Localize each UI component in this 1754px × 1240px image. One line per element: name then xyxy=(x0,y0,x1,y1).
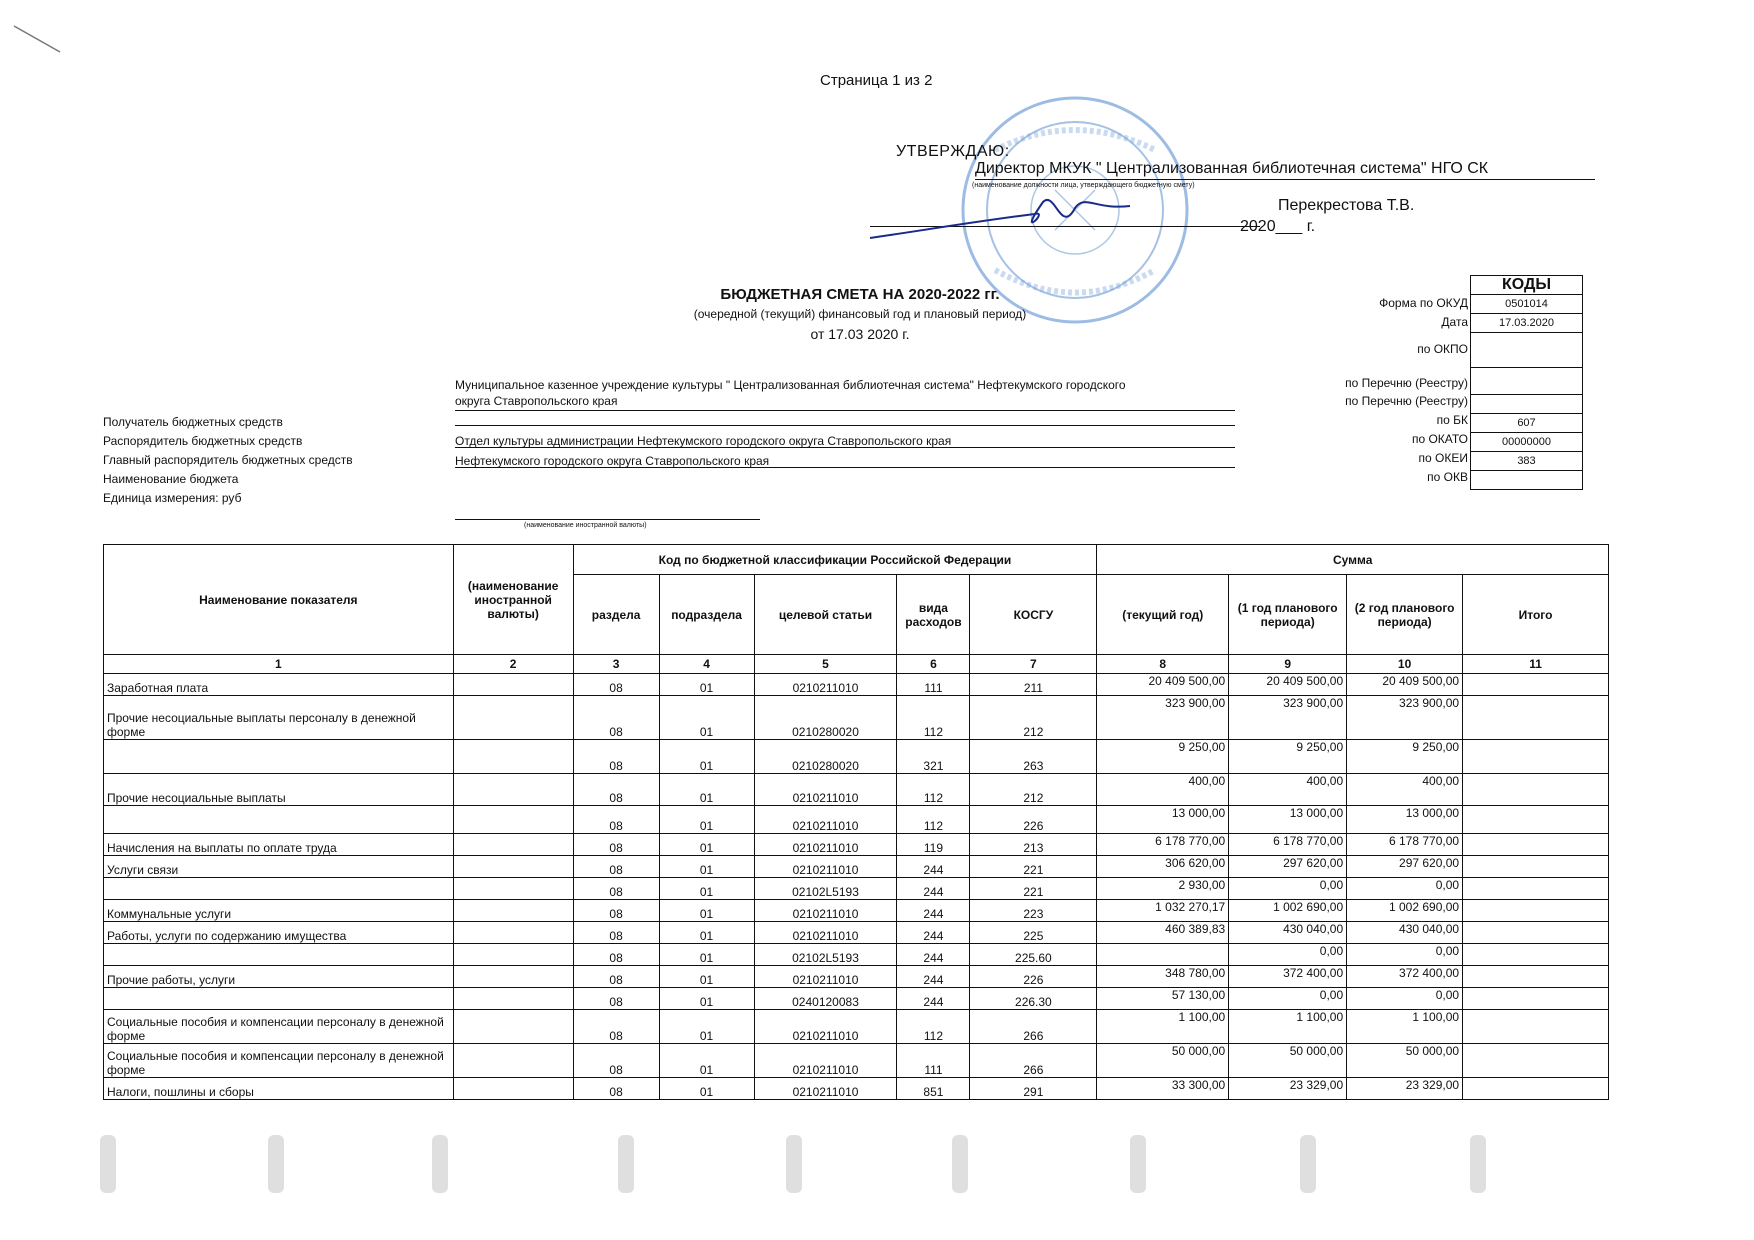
row-plan-year2: 400,00 xyxy=(1347,774,1463,806)
row-plan-year2: 0,00 xyxy=(1347,878,1463,900)
row-plan-year1: 400,00 xyxy=(1229,774,1347,806)
row-subsection: 01 xyxy=(659,834,754,856)
scan-smudge xyxy=(1470,1135,1486,1193)
requisite-label: Единица измерения: руб xyxy=(103,491,242,505)
row-expense-type: 244 xyxy=(897,878,970,900)
row-currency xyxy=(453,878,573,900)
row-currency xyxy=(453,944,573,966)
column-number: 4 xyxy=(659,655,754,674)
row-current-year: 306 620,00 xyxy=(1097,856,1229,878)
code-label: по ОКПО xyxy=(1417,342,1468,356)
row-plan-year2: 9 250,00 xyxy=(1347,740,1463,774)
row-section: 08 xyxy=(573,806,659,834)
row-kosgu: 226 xyxy=(970,966,1097,988)
row-section: 08 xyxy=(573,674,659,696)
header-plan-year2: (2 год планового периода) xyxy=(1347,575,1463,655)
row-section: 08 xyxy=(573,900,659,922)
row-plan-year1: 13 000,00 xyxy=(1229,806,1347,834)
row-section: 08 xyxy=(573,1078,659,1100)
row-plan-year1: 0,00 xyxy=(1229,944,1347,966)
row-target: 0210211010 xyxy=(754,922,897,944)
row-section: 08 xyxy=(573,696,659,740)
table-row xyxy=(104,740,1609,774)
row-currency xyxy=(453,922,573,944)
row-subsection: 01 xyxy=(659,1010,754,1044)
row-section: 08 xyxy=(573,988,659,1010)
row-total xyxy=(1463,988,1609,1010)
chief-manager: Отдел культуры администрации Нефтекумского городского округа Ставропольского края xyxy=(455,426,1235,448)
row-section: 08 xyxy=(573,966,659,988)
code-value: 383 xyxy=(1471,452,1583,471)
row-plan-year2: 1 100,00 xyxy=(1347,1010,1463,1044)
requisite-label: Главный распорядитель бюджетных средств xyxy=(103,453,353,467)
row-section: 08 xyxy=(573,922,659,944)
table-row xyxy=(104,674,1609,696)
header-currency: (наименование иностранной валюты) xyxy=(453,545,573,655)
row-plan-year1: 6 178 770,00 xyxy=(1229,834,1347,856)
scan-smudge xyxy=(952,1135,968,1193)
column-number: 6 xyxy=(897,655,970,674)
column-number: 11 xyxy=(1463,655,1609,674)
row-currency xyxy=(453,900,573,922)
row-expense-type: 119 xyxy=(897,834,970,856)
row-name: Коммунальные услуги xyxy=(104,900,454,922)
table-row xyxy=(104,774,1609,806)
row-plan-year1: 20 409 500,00 xyxy=(1229,674,1347,696)
row-plan-year2: 50 000,00 xyxy=(1347,1044,1463,1078)
code-label: Форма по ОКУД xyxy=(1379,296,1468,310)
codes-header: КОДЫ xyxy=(1471,276,1583,295)
row-expense-type: 244 xyxy=(897,944,970,966)
approval-date: 2020___ г. xyxy=(1240,218,1316,235)
row-current-year: 1 100,00 xyxy=(1097,1010,1229,1044)
row-expense-type: 244 xyxy=(897,856,970,878)
header-target: целевой статьи xyxy=(754,575,897,655)
row-kosgu: 223 xyxy=(970,900,1097,922)
row-subsection: 01 xyxy=(659,966,754,988)
header-current-year: (текущий год) xyxy=(1097,575,1229,655)
director-position-caption: (наименование должности лица, утверждающего бюджетную смету) xyxy=(972,182,1195,189)
row-currency xyxy=(453,674,573,696)
requisite-label: Получатель бюджетных средств xyxy=(103,415,283,429)
row-expense-type: 321 xyxy=(897,740,970,774)
row-subsection: 01 xyxy=(659,1044,754,1078)
code-value xyxy=(1471,333,1583,368)
row-subsection: 01 xyxy=(659,900,754,922)
scan-smudge xyxy=(1130,1135,1146,1193)
row-subsection: 01 xyxy=(659,922,754,944)
row-name xyxy=(104,988,454,1010)
code-label: по ОКЕИ xyxy=(1418,451,1468,465)
header-name: Наименование показателя xyxy=(104,545,454,655)
row-current-year: 20 409 500,00 xyxy=(1097,674,1229,696)
row-currency xyxy=(453,966,573,988)
row-target: 02102L5193 xyxy=(754,944,897,966)
header-kosgu: КОСГУ xyxy=(970,575,1097,655)
row-target: 0210211010 xyxy=(754,966,897,988)
row-total xyxy=(1463,900,1609,922)
code-label: по ОКАТО xyxy=(1411,432,1468,446)
row-subsection: 01 xyxy=(659,944,754,966)
code-value: 607 xyxy=(1471,414,1583,433)
recipient-line1: Муниципальное казенное учреждение культуры " Централизованная библиотечная система" Нефтекумского городского xyxy=(455,378,1126,392)
row-plan-year2: 1 002 690,00 xyxy=(1347,900,1463,922)
approve-word: УТВЕРЖДАЮ: xyxy=(896,143,1010,160)
row-kosgu: 226 xyxy=(970,806,1097,834)
row-current-year: 348 780,00 xyxy=(1097,966,1229,988)
column-number: 1 xyxy=(104,655,454,674)
row-section: 08 xyxy=(573,834,659,856)
row-kosgu: 211 xyxy=(970,674,1097,696)
row-plan-year1: 0,00 xyxy=(1229,878,1347,900)
row-plan-year2: 323 900,00 xyxy=(1347,696,1463,740)
row-name: Заработная плата xyxy=(104,674,454,696)
column-number: 8 xyxy=(1097,655,1229,674)
row-expense-type: 112 xyxy=(897,806,970,834)
row-total xyxy=(1463,740,1609,774)
scan-smudge xyxy=(100,1135,116,1193)
row-name: Прочие работы, услуги xyxy=(104,966,454,988)
page-number: Страница 1 из 2 xyxy=(820,72,933,89)
row-current-year: 13 000,00 xyxy=(1097,806,1229,834)
row-name xyxy=(104,806,454,834)
row-current-year: 460 389,83 xyxy=(1097,922,1229,944)
row-plan-year1: 23 329,00 xyxy=(1229,1078,1347,1100)
column-number: 10 xyxy=(1347,655,1463,674)
scan-smudge xyxy=(786,1135,802,1193)
code-value: 00000000 xyxy=(1471,433,1583,452)
table-row xyxy=(104,1044,1609,1078)
row-plan-year1: 430 040,00 xyxy=(1229,922,1347,944)
header-total: Итого xyxy=(1463,575,1609,655)
scan-smudge xyxy=(1300,1135,1316,1193)
table-row xyxy=(104,878,1609,900)
column-number: 9 xyxy=(1229,655,1347,674)
row-currency xyxy=(453,1078,573,1100)
code-label: по БК xyxy=(1436,413,1468,427)
row-section: 08 xyxy=(573,944,659,966)
row-subsection: 01 xyxy=(659,696,754,740)
budget-name: Нефтекумского городского округа Ставропольского края xyxy=(455,448,1235,468)
row-name: Начисления на выплаты по оплате труда xyxy=(104,834,454,856)
row-target: 0210211010 xyxy=(754,674,897,696)
row-expense-type: 112 xyxy=(897,1010,970,1044)
row-plan-year1: 9 250,00 xyxy=(1229,740,1347,774)
row-total xyxy=(1463,856,1609,878)
row-subsection: 01 xyxy=(659,878,754,900)
row-expense-type: 244 xyxy=(897,988,970,1010)
row-current-year: 57 130,00 xyxy=(1097,988,1229,1010)
row-name: Социальные пособия и компенсации персоналу в денежной форме xyxy=(104,1044,454,1078)
row-kosgu: 291 xyxy=(970,1078,1097,1100)
row-current-year: 50 000,00 xyxy=(1097,1044,1229,1078)
row-currency xyxy=(453,1044,573,1078)
row-section: 08 xyxy=(573,878,659,900)
row-plan-year2: 20 409 500,00 xyxy=(1347,674,1463,696)
row-subsection: 01 xyxy=(659,806,754,834)
row-kosgu: 225.60 xyxy=(970,944,1097,966)
row-current-year: 33 300,00 xyxy=(1097,1078,1229,1100)
row-plan-year1: 372 400,00 xyxy=(1229,966,1347,988)
code-label: Дата xyxy=(1441,315,1468,329)
row-kosgu: 221 xyxy=(970,856,1097,878)
row-expense-type: 851 xyxy=(897,1078,970,1100)
manager-line xyxy=(455,411,1235,426)
signer-name: Перекрестова Т.В. xyxy=(1278,197,1415,214)
row-total xyxy=(1463,696,1609,740)
header-subsection: подраздела xyxy=(659,575,754,655)
document-subtitle: (очередной (текущий) финансовый год и плановый период) xyxy=(693,307,1027,321)
row-total xyxy=(1463,1010,1609,1044)
row-plan-year2: 0,00 xyxy=(1347,988,1463,1010)
row-plan-year2: 0,00 xyxy=(1347,944,1463,966)
row-target: 0210280020 xyxy=(754,740,897,774)
row-plan-year1: 1 002 690,00 xyxy=(1229,900,1347,922)
row-kosgu: 226.30 xyxy=(970,988,1097,1010)
header-expense-type: вида расходов xyxy=(897,575,970,655)
scan-smudge xyxy=(618,1135,634,1193)
row-section: 08 xyxy=(573,774,659,806)
header-section: раздела xyxy=(573,575,659,655)
row-current-year: 2 930,00 xyxy=(1097,878,1229,900)
code-value xyxy=(1471,368,1583,395)
row-subsection: 01 xyxy=(659,1078,754,1100)
row-name: Налоги, пошлины и сборы xyxy=(104,1078,454,1100)
scan-smudge xyxy=(268,1135,284,1193)
row-plan-year2: 372 400,00 xyxy=(1347,966,1463,988)
row-total xyxy=(1463,774,1609,806)
row-total xyxy=(1463,966,1609,988)
row-target: 0210211010 xyxy=(754,856,897,878)
row-target: 0210211010 xyxy=(754,774,897,806)
row-plan-year1: 0,00 xyxy=(1229,988,1347,1010)
header-plan-year1: (1 год планового периода) xyxy=(1229,575,1347,655)
column-number-row xyxy=(104,655,1609,674)
row-kosgu: 263 xyxy=(970,740,1097,774)
row-currency xyxy=(453,834,573,856)
row-target: 0210211010 xyxy=(754,900,897,922)
table-row xyxy=(104,988,1609,1010)
row-target: 0240120083 xyxy=(754,988,897,1010)
code-value xyxy=(1471,471,1583,490)
row-current-year: 6 178 770,00 xyxy=(1097,834,1229,856)
row-target: 0210211010 xyxy=(754,834,897,856)
row-target: 0210211010 xyxy=(754,1078,897,1100)
requisite-label: Наименование бюджета xyxy=(103,472,239,486)
requisite-values xyxy=(455,378,1235,468)
table-row xyxy=(104,1078,1609,1100)
row-kosgu: 213 xyxy=(970,834,1097,856)
row-total xyxy=(1463,674,1609,696)
handwritten-signature xyxy=(865,180,1135,250)
row-expense-type: 244 xyxy=(897,966,970,988)
codes-table xyxy=(1470,275,1583,490)
document-date: от 17.03 2020 г. xyxy=(810,326,910,342)
row-plan-year1: 323 900,00 xyxy=(1229,696,1347,740)
row-section: 08 xyxy=(573,856,659,878)
row-subsection: 01 xyxy=(659,856,754,878)
row-plan-year2: 6 178 770,00 xyxy=(1347,834,1463,856)
row-total xyxy=(1463,878,1609,900)
row-currency xyxy=(453,988,573,1010)
row-total xyxy=(1463,834,1609,856)
row-current-year: 1 032 270,17 xyxy=(1097,900,1229,922)
row-currency xyxy=(453,774,573,806)
table-row xyxy=(104,900,1609,922)
row-expense-type: 244 xyxy=(897,900,970,922)
document-title: БЮДЖЕТНАЯ СМЕТА НА 2020-2022 гг. xyxy=(720,286,1000,303)
column-number: 5 xyxy=(754,655,897,674)
row-name: Прочие несоциальные выплаты xyxy=(104,774,454,806)
requisite-labels xyxy=(103,413,353,508)
row-name: Услуги связи xyxy=(104,856,454,878)
row-current-year: 9 250,00 xyxy=(1097,740,1229,774)
table-row xyxy=(104,696,1609,740)
row-subsection: 01 xyxy=(659,674,754,696)
row-name xyxy=(104,740,454,774)
requisite-label: Распорядитель бюджетных средств xyxy=(103,434,303,448)
row-total xyxy=(1463,1044,1609,1078)
column-number: 3 xyxy=(573,655,659,674)
row-kosgu: 225 xyxy=(970,922,1097,944)
row-total xyxy=(1463,944,1609,966)
header-sum-group: Сумма xyxy=(1097,545,1609,575)
director-position: Директор МКУК " Централизованная библиотечная система" НГО СК xyxy=(975,160,1595,180)
row-kosgu: 212 xyxy=(970,774,1097,806)
row-expense-type: 111 xyxy=(897,674,970,696)
row-plan-year1: 1 100,00 xyxy=(1229,1010,1347,1044)
row-plan-year2: 23 329,00 xyxy=(1347,1078,1463,1100)
row-expense-type: 244 xyxy=(897,922,970,944)
row-total xyxy=(1463,1078,1609,1100)
row-expense-type: 111 xyxy=(897,1044,970,1078)
table-row xyxy=(104,834,1609,856)
row-currency xyxy=(453,1010,573,1044)
row-current-year: 400,00 xyxy=(1097,774,1229,806)
column-number: 7 xyxy=(970,655,1097,674)
row-section: 08 xyxy=(573,1044,659,1078)
row-plan-year2: 13 000,00 xyxy=(1347,806,1463,834)
code-label: по Перечню (Реестру) xyxy=(1345,394,1468,408)
row-subsection: 01 xyxy=(659,988,754,1010)
row-name xyxy=(104,878,454,900)
row-name xyxy=(104,944,454,966)
row-subsection: 01 xyxy=(659,774,754,806)
currency-line xyxy=(455,519,760,520)
row-plan-year2: 297 620,00 xyxy=(1347,856,1463,878)
row-section: 08 xyxy=(573,740,659,774)
row-plan-year2: 430 040,00 xyxy=(1347,922,1463,944)
table-row xyxy=(104,944,1609,966)
row-target: 0210211010 xyxy=(754,1010,897,1044)
table-row xyxy=(104,1010,1609,1044)
row-expense-type: 112 xyxy=(897,774,970,806)
row-target: 02102L5193 xyxy=(754,878,897,900)
table-row xyxy=(104,922,1609,944)
recipient-line2: округа Ставропольского края xyxy=(455,394,1235,411)
row-kosgu: 212 xyxy=(970,696,1097,740)
row-name: Социальные пособия и компенсации персоналу в денежной форме xyxy=(104,1010,454,1044)
row-kosgu: 266 xyxy=(970,1010,1097,1044)
row-current-year xyxy=(1097,944,1229,966)
codes-labels xyxy=(1320,275,1468,487)
row-currency xyxy=(453,856,573,878)
row-total xyxy=(1463,806,1609,834)
scan-scratch-mark xyxy=(12,22,64,56)
row-target: 0210211010 xyxy=(754,1044,897,1078)
code-value: 0501014 xyxy=(1471,295,1583,314)
row-plan-year1: 297 620,00 xyxy=(1229,856,1347,878)
table-row xyxy=(104,806,1609,834)
row-currency xyxy=(453,740,573,774)
table-row xyxy=(104,856,1609,878)
row-expense-type: 112 xyxy=(897,696,970,740)
budget-table xyxy=(103,544,1609,1100)
row-kosgu: 221 xyxy=(970,878,1097,900)
row-name: Прочие несоциальные выплаты персоналу в денежной форме xyxy=(104,696,454,740)
scan-smudge xyxy=(432,1135,448,1193)
row-kosgu: 266 xyxy=(970,1044,1097,1078)
row-current-year: 323 900,00 xyxy=(1097,696,1229,740)
row-total xyxy=(1463,922,1609,944)
row-section: 08 xyxy=(573,1010,659,1044)
row-plan-year1: 50 000,00 xyxy=(1229,1044,1347,1078)
currency-caption: (наименование иностранной валюты) xyxy=(524,522,647,529)
row-subsection: 01 xyxy=(659,740,754,774)
table-row xyxy=(104,966,1609,988)
column-number: 2 xyxy=(453,655,573,674)
code-value xyxy=(1471,395,1583,414)
row-currency xyxy=(453,696,573,740)
row-currency xyxy=(453,806,573,834)
row-name: Работы, услуги по содержанию имущества xyxy=(104,922,454,944)
code-label: по ОКВ xyxy=(1427,470,1468,484)
row-target: 0210211010 xyxy=(754,806,897,834)
header-code-group: Код по бюджетной классификации Российской Федерации xyxy=(573,545,1097,575)
row-target: 0210280020 xyxy=(754,696,897,740)
code-label: по Перечню (Реестру) xyxy=(1345,376,1468,390)
code-value: 17.03.2020 xyxy=(1471,314,1583,333)
